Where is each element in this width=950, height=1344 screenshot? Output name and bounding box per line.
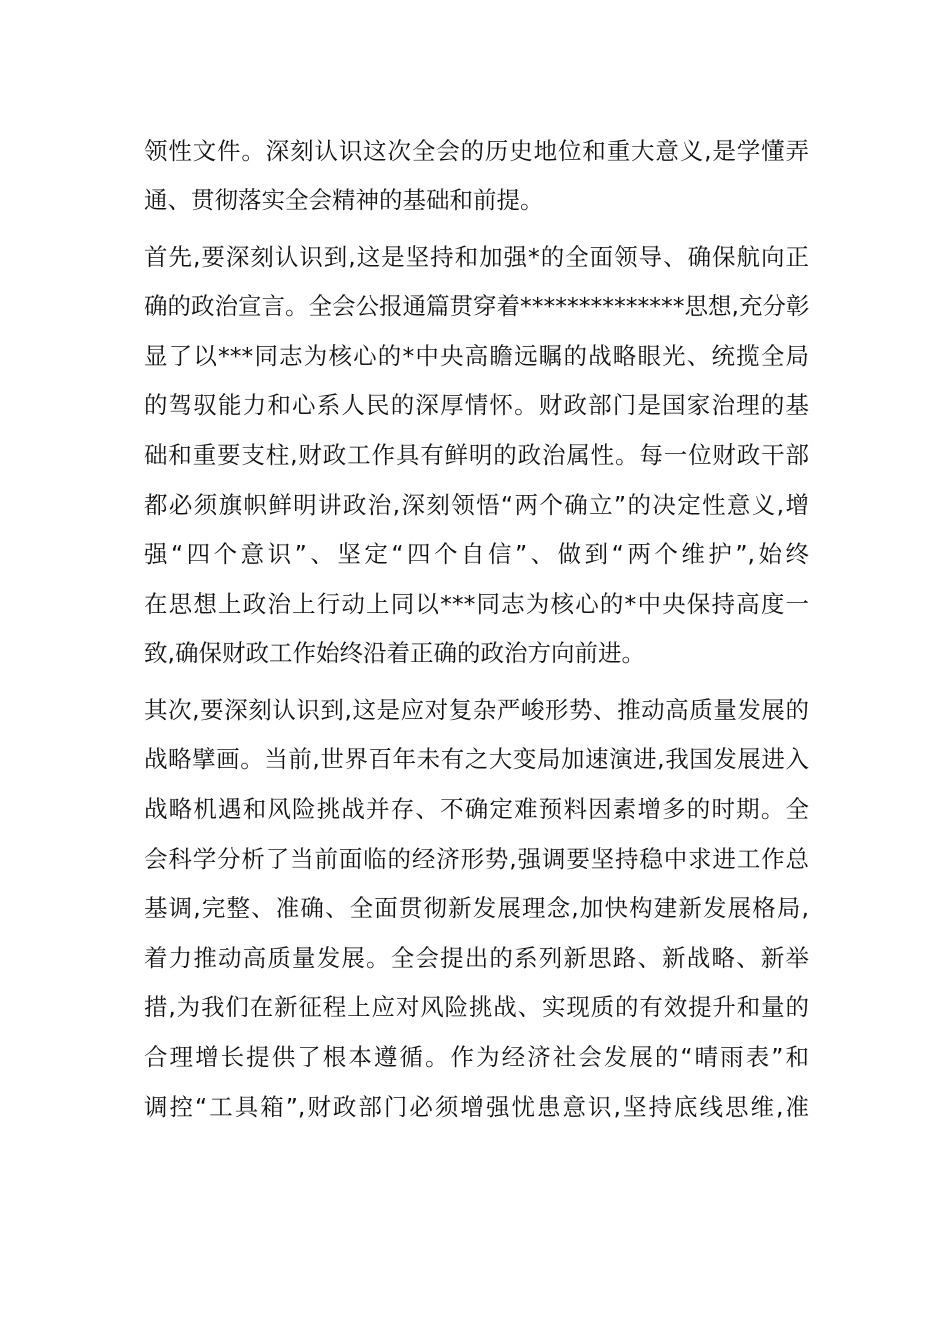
text-line: 领性文件。深刻认识这次全会的历史地位和重大意义,是学懂弄	[144, 137, 809, 165]
text-line: 战略机遇和风险挑战并存、不确定难预料因素增多的时期。全	[144, 795, 809, 823]
text-line: 确的政治宣言。全会公报通篇贯穿着**************思想,充分彰	[144, 292, 809, 320]
text-line: 显了以***同志为核心的*中央高瞻远瞩的战略眼光、统揽全局	[144, 342, 809, 370]
text-line: 合理增长提供了根本遵循。作为经济社会发展的“晴雨表”和	[144, 1043, 809, 1071]
text-line: 战略擘画。当前,世界百年未有之大变局加速演进,我国发展进入	[144, 745, 809, 773]
text-line: 致,确保财政工作始终沿着正确的政治方向前进。	[144, 639, 645, 667]
text-line: 基调,完整、准确、全面贯彻新发展理念,加快构建新发展格局,	[144, 894, 809, 922]
text-line: 首先,要深刻认识到,这是坚持和加强*的全面领导、确保航向正	[144, 243, 809, 271]
text-line: 都必须旗帜鲜明讲政治,深刻领悟“两个确立”的决定性意义,增	[144, 491, 809, 519]
text-line: 的驾驭能力和心系人民的深厚情怀。财政部门是国家治理的基	[144, 391, 809, 419]
text-line: 在思想上政治上行动上同以***同志为核心的*中央保持高度一	[144, 590, 809, 618]
text-line: 础和重要支柱,财政工作具有鲜明的政治属性。每一位财政干部	[144, 441, 809, 469]
text-line: 措,为我们在新征程上应对风险挑战、实现质的有效提升和量的	[144, 993, 809, 1021]
text-line: 会科学分析了当前面临的经济形势,强调要坚持稳中求进工作总	[144, 845, 809, 873]
text-line: 强“四个意识”、坚定“四个自信”、做到“两个维护”,始终	[144, 540, 809, 568]
text-line: 调控“工具箱”,财政部门必须增强忧患意识,坚持底线思维,准	[144, 1093, 809, 1121]
text-line: 通、贯彻落实全会精神的基础和前提。	[144, 186, 544, 214]
text-line: 其次,要深刻认识到,这是应对复杂严峻形势、推动高质量发展的	[144, 696, 809, 724]
text-line: 着力推动高质量发展。全会提出的系列新思路、新战略、新举	[144, 944, 809, 972]
